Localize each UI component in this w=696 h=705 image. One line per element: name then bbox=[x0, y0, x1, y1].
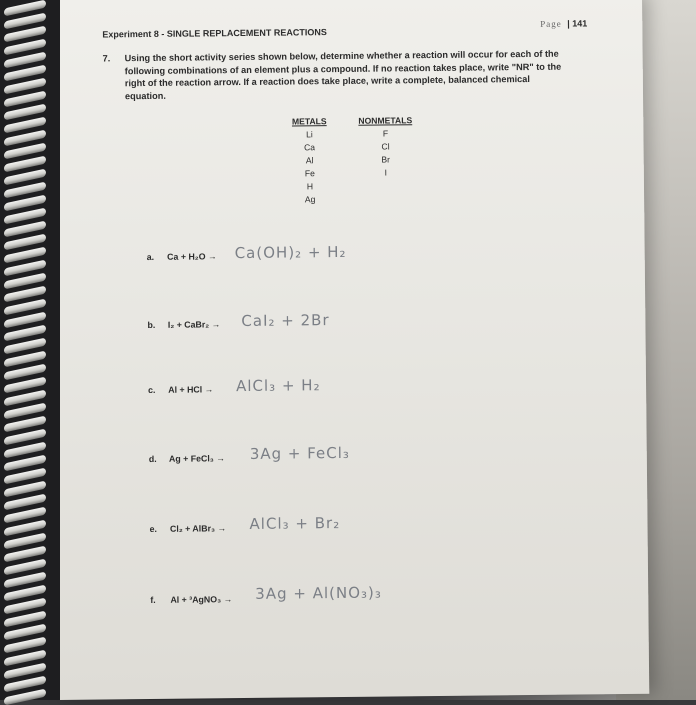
handwritten-answer-f: 3Ag + Al(NO₃)₃ bbox=[255, 583, 382, 603]
reaction-reactants: I₂ + CaBr₂ → bbox=[167, 319, 221, 330]
handwritten-answer-d: 3Ag + FeCl₃ bbox=[249, 443, 350, 463]
nonmetals-heading: NONMETALS bbox=[358, 115, 413, 126]
nonmetal-item: F bbox=[382, 128, 389, 139]
reaction-f bbox=[150, 594, 232, 605]
metal-item: Ca bbox=[304, 142, 316, 153]
reaction-label: f. bbox=[150, 594, 156, 606]
reaction-reactants: Ag + FeCl₃ → bbox=[168, 453, 226, 464]
worksheet-page bbox=[52, 0, 649, 700]
experiment-title: Experiment 8 - SINGLE REPLACEMENT REACTIONS bbox=[102, 27, 327, 40]
metals-column bbox=[278, 115, 341, 207]
metal-item: Al bbox=[305, 155, 314, 166]
reaction-label: a. bbox=[146, 251, 155, 263]
reaction-c bbox=[148, 384, 213, 395]
metals-heading: METALS bbox=[291, 116, 327, 127]
nonmetal-item: Cl bbox=[381, 141, 390, 152]
reaction-a bbox=[147, 251, 217, 262]
reaction-e bbox=[149, 523, 226, 534]
reaction-d bbox=[149, 453, 225, 464]
reaction-reactants: Ca + H₂O → bbox=[167, 251, 217, 262]
page-number-value: | 141 bbox=[567, 18, 588, 29]
question-text: Using the short activity series shown below, determine whether a reaction will occur for each of the following combinations of an element plus a compound. If no reaction takes place, write "NR" to the right of the reaction arrow. If a reaction does take place, write a complete, balanced chemical equation. bbox=[124, 48, 562, 101]
nonmetal-item: I bbox=[384, 167, 388, 178]
metal-item: Li bbox=[306, 129, 313, 140]
metal-item: Fe bbox=[304, 168, 315, 179]
reaction-label: b. bbox=[147, 319, 156, 331]
page-word: Page bbox=[540, 18, 562, 29]
question-number: 7. bbox=[102, 53, 111, 64]
metal-item: H bbox=[306, 181, 314, 192]
reaction-reactants: Al + HCl → bbox=[168, 384, 214, 395]
metal-item: Ag bbox=[304, 194, 316, 205]
question-7 bbox=[103, 48, 573, 103]
nonmetal-item: Br bbox=[381, 154, 391, 165]
handwritten-answer-b: CaI₂ + 2Br bbox=[241, 311, 330, 331]
handwritten-answer-a: Ca(OH)₂ + H₂ bbox=[234, 242, 347, 263]
reaction-label: d. bbox=[148, 453, 157, 465]
reaction-reactants: Al + ³AgNO₃ → bbox=[170, 594, 233, 605]
page-number bbox=[540, 18, 587, 28]
spiral-binding bbox=[0, 0, 60, 700]
handwritten-answer-e: AlCl₃ + Br₂ bbox=[249, 514, 341, 533]
reaction-label: e. bbox=[149, 523, 157, 535]
reaction-b bbox=[147, 319, 220, 330]
reaction-reactants: Cl₂ + AlBr₃ → bbox=[169, 523, 227, 534]
handwritten-answer-c: AlCl₃ + H₂ bbox=[235, 376, 321, 396]
nonmetals-column bbox=[353, 114, 418, 180]
reaction-label: c. bbox=[148, 384, 156, 396]
